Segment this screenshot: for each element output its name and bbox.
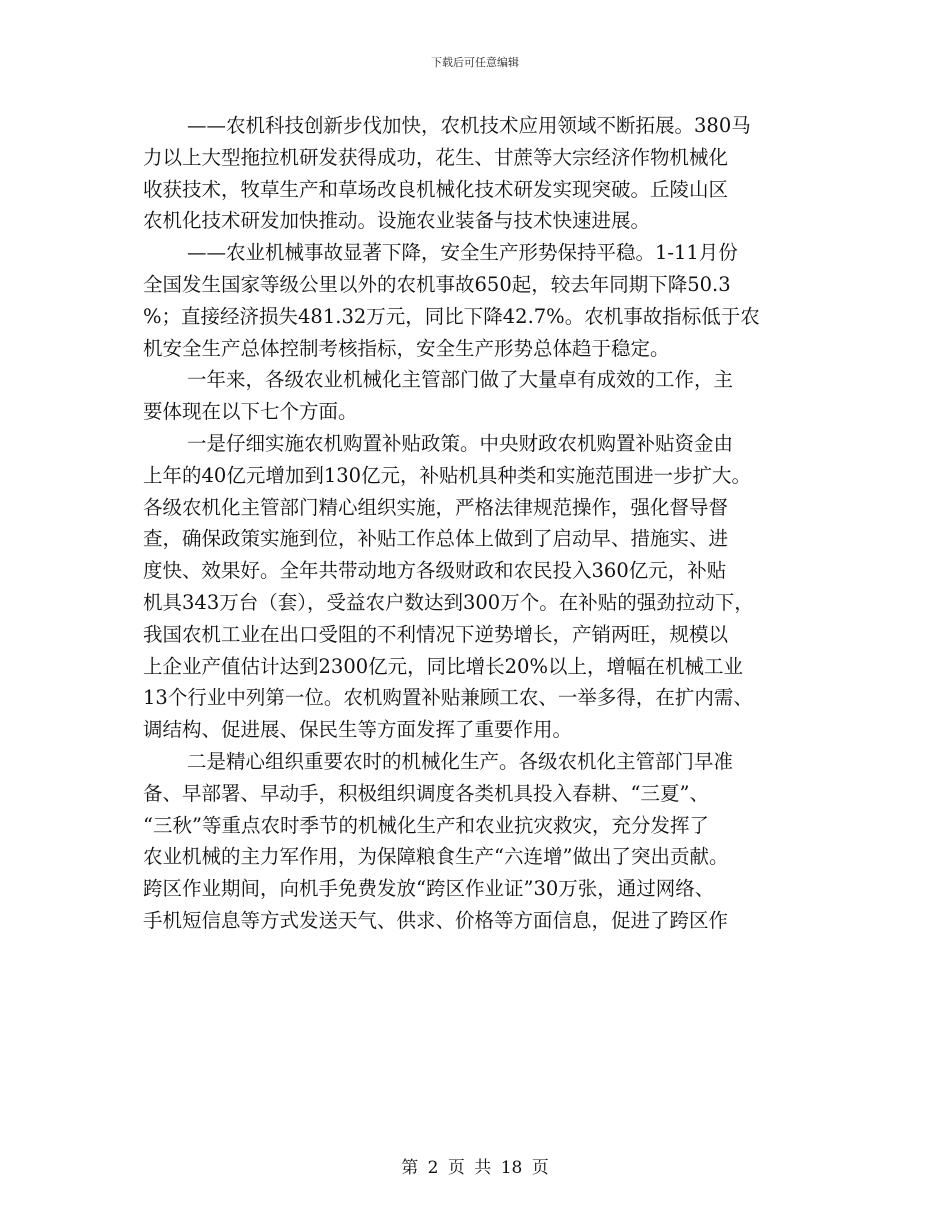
text-line: 要体现在以下七个方面。 [143,400,358,424]
text-line: 跨区作业期间，向机手免费发放“跨区作业证”30万张，通过网络、 [143,877,715,901]
text-line: ——农机科技创新步伐加快，农机技术应用领域不断拓展。380马 [187,114,751,137]
text-line: 调结构、促进展、保民生等方面发挥了重要作用。 [143,718,573,742]
text-line: 度快、效果好。全年共带动地方各级财政和农民投入360亿元，补贴 [143,559,727,583]
text-line: 二是精心组织重要农时的机械化生产。各级农机化主管部门早准 [187,749,734,773]
text-line: 机安全生产总体控制考核指标，安全生产形势总体趋于稳定。 [143,336,670,360]
text-line: 备、早部署、早动手，积极组织调度各类机具投入春耕、“三夏”、 [143,781,709,805]
text-line: %；直接经济损失481.32万元，同比下降42.7%。农机事故指标低于农 [143,304,760,328]
text-line: 上年的40亿元增加到130亿元，补贴机具种类和实施范围进一步扩大。 [143,463,752,487]
text-line: 各级农机化主管部门精心组织实施，严格法律规范操作，强化督导督 [143,495,729,519]
text-line: 我国农机工业在出口受阻的不利情况下逆势增长，产销两旺，规模以 [143,622,729,646]
text-line: 力以上大型拖拉机研发获得成功，花生、甘蔗等大宗经济作物机械化 [143,145,729,169]
text-line: 农业机械的主力军作用，为保障粮食生产“六连增”做出了突出贡献。 [143,845,729,869]
text-line: 一年来，各级农业机械化主管部门做了大量卓有成效的工作，主 [187,368,734,392]
text-line: 13个行业中列第一位。农机购置补贴兼顾工农、一举多得，在扩内需、 [143,686,753,710]
text-line: 机具343万台（套），受益农户数达到300万个。在补贴的强劲拉动下， [143,590,754,614]
document-body [143,110,823,937]
text-line: ——农业机械事故显著下降，安全生产形势保持平稳。1-11月份 [187,241,738,265]
page-footer: 第 2 页 共 18 页 [401,1158,549,1178]
text-line: 农机化技术研发加快推动。设施农业装备与技术快速进展。 [143,209,651,233]
text-line: “三秋”等重点农时季节的机械化生产和农业抗灾救灾，充分发挥了 [143,813,709,837]
text-line: 查，确保政策实施到位，补贴工作总体上做到了启动早、措施实、进 [143,527,729,551]
text-line: 一是仔细实施农机购置补贴政策。中央财政农机购置补贴资金由 [187,431,734,455]
page-header: 下载后可任意编辑 [431,56,519,69]
text-line: 手机短信息等方式发送天气、供求、价格等方面信息，促进了跨区作 [143,908,729,932]
text-line: 收获技术，牧草生产和草场改良机械化技术研发实现突破。丘陵山区 [143,177,729,201]
text-line: 上企业产值估计达到2300亿元，同比增长20%以上，增幅在机械工业 [143,654,743,678]
text-line: 全国发生国家等级公里以外的农机事故650起，较去年同期下降50.3 [143,272,731,296]
